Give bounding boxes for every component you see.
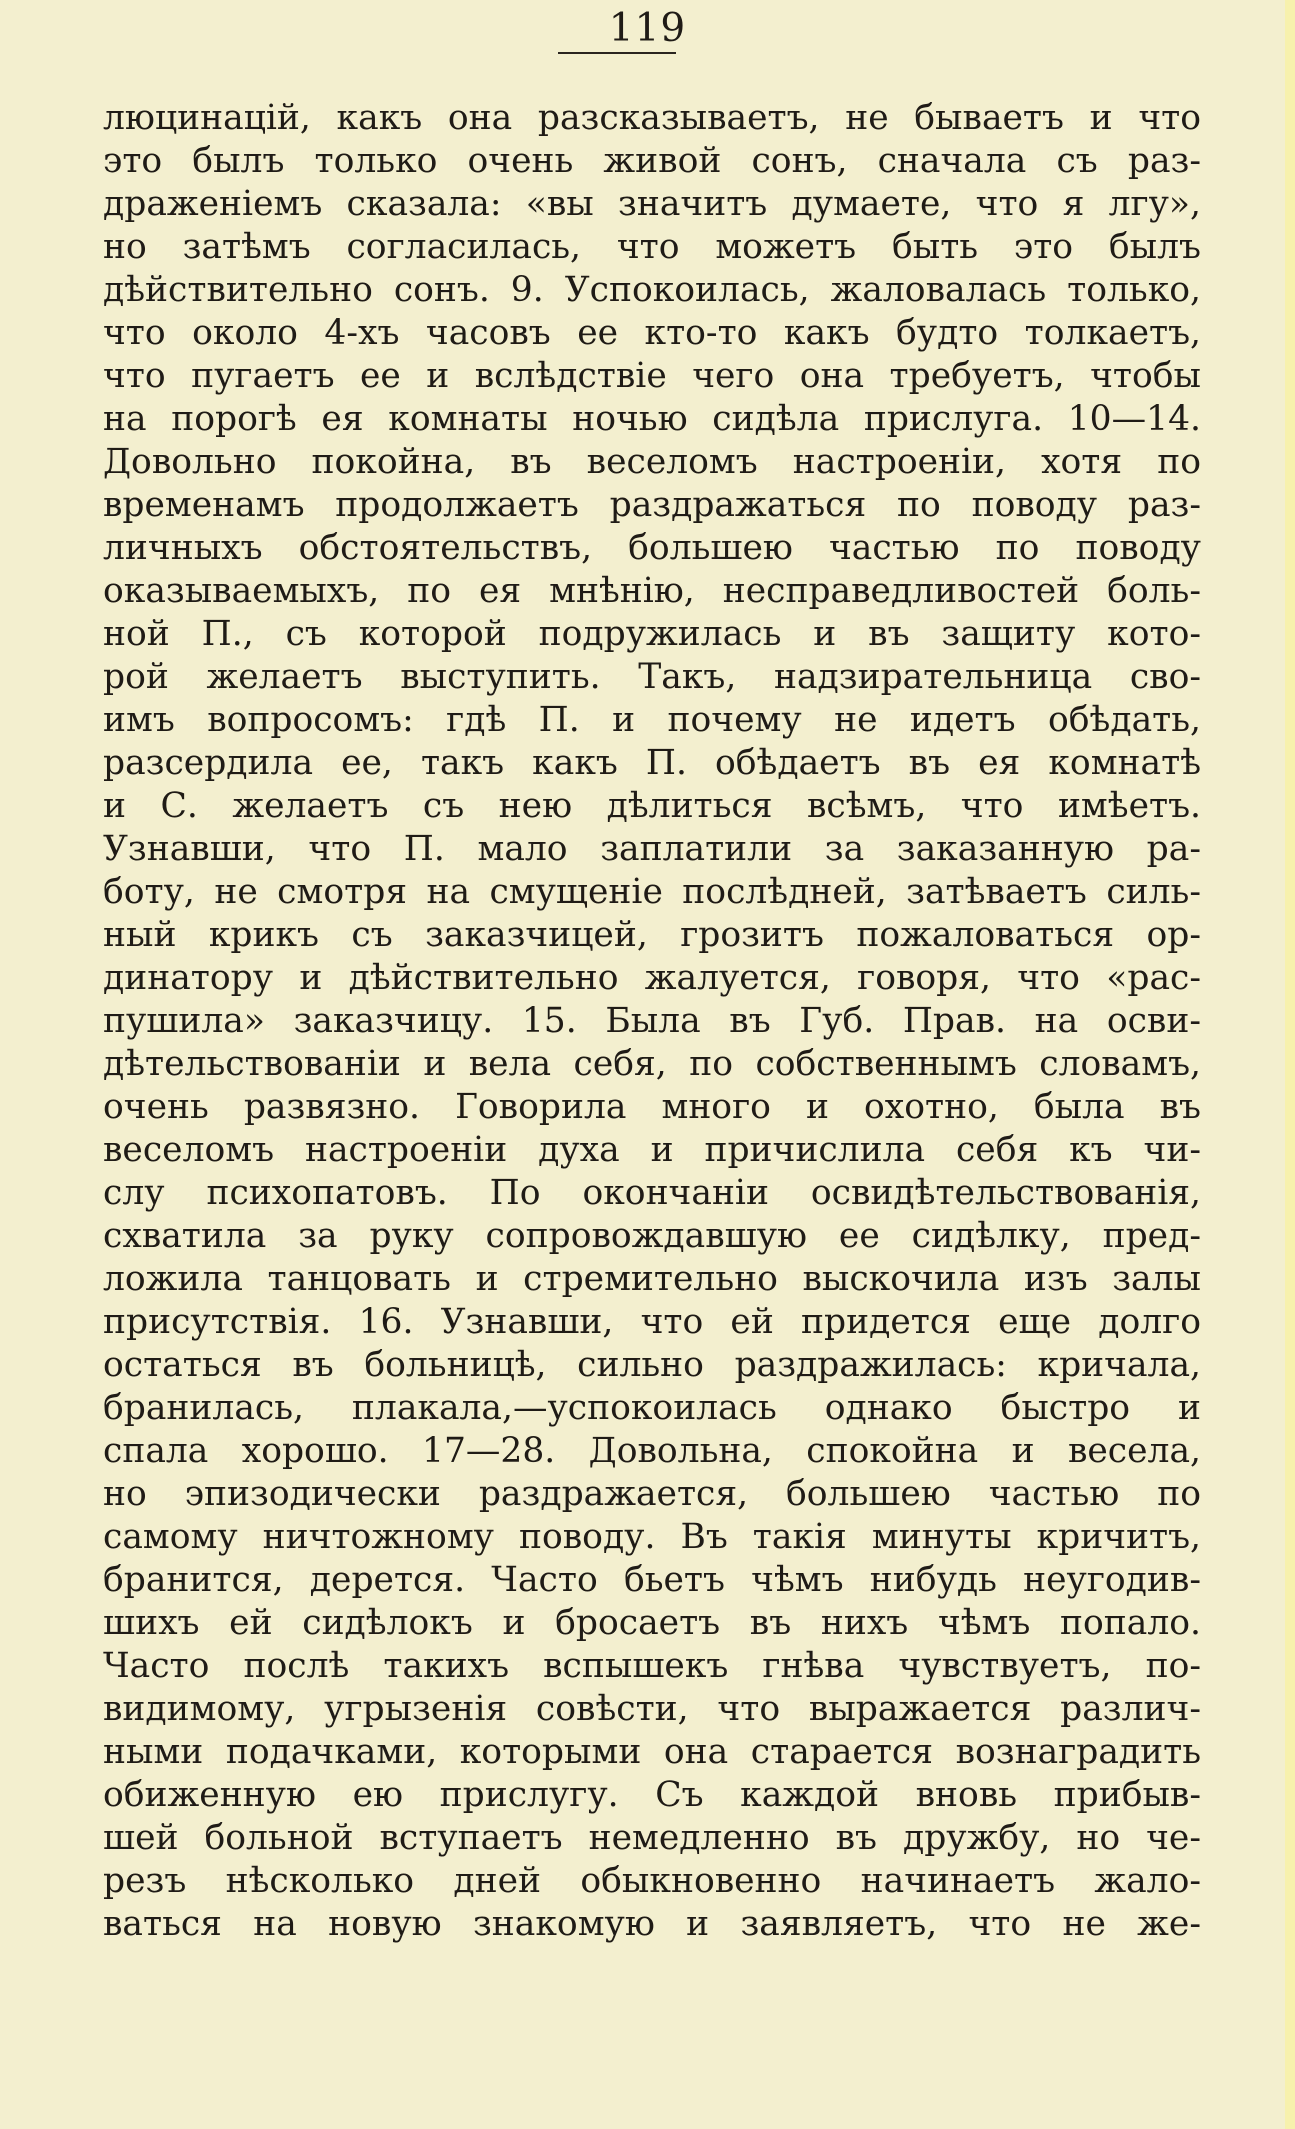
text-line: ными подачками, которыми она старается вознаградить: [103, 1732, 1201, 1772]
text-line: самому ничтожному поводу. Въ такія минуты кричитъ,: [103, 1517, 1201, 1557]
text-line: ваться на новую знакомую и заявляетъ, что не же-: [103, 1904, 1201, 1944]
text-line: это былъ только очень живой сонъ, сначала съ раз-: [103, 141, 1201, 181]
text-line: дѣтельствованіи и вела себя, по собственнымъ словамъ,: [103, 1044, 1201, 1084]
text-line: резъ нѣсколько дней обыкновенно начинаетъ жало-: [103, 1861, 1201, 1901]
text-line: Довольно покойна, въ веселомъ настроеніи, хотя по: [103, 442, 1201, 482]
text-line: остаться въ больницѣ, сильно раздражилась: кричала,: [103, 1345, 1201, 1385]
text-line: разсердила ее, такъ какъ П. обѣдаетъ въ ея комнатѣ: [103, 743, 1201, 783]
page-edge-shadow: [1285, 0, 1295, 2129]
text-line: дѣйствительно сонъ. 9. Успокоилась, жаловалась только,: [103, 270, 1201, 310]
text-line: что около 4-хъ часовъ ее кто-то какъ будто толкаетъ,: [103, 313, 1201, 353]
text-line: шей больной вступаетъ немедленно въ дружбу, но че-: [103, 1818, 1201, 1858]
text-line: ной П., съ которой подружилась и въ защиту кото-: [103, 614, 1201, 654]
text-line: схватила за руку сопровождавшую ее сидѣлку, пред-: [103, 1216, 1201, 1256]
text-line: люцинацій, какъ она разсказываетъ, не бываетъ и что: [103, 98, 1201, 138]
text-line: ложила танцовать и стремительно выскочила изъ залы: [103, 1259, 1201, 1299]
text-line: но эпизодически раздражается, большею частью по: [103, 1474, 1201, 1514]
text-line: что пугаетъ ее и вслѣдствіе чего она требуетъ, чтобы: [103, 356, 1201, 396]
text-line: веселомъ настроеніи духа и причислила себя къ чи-: [103, 1130, 1201, 1170]
text-line: очень развязно. Говорила много и охотно, была въ: [103, 1087, 1201, 1127]
text-line: видимому, угрызенія совѣсти, что выражается различ-: [103, 1689, 1201, 1729]
text-line: ный крикъ съ заказчицей, грозитъ пожаловаться ор-: [103, 915, 1201, 955]
text-line: но затѣмъ согласилась, что можетъ быть это былъ: [103, 227, 1201, 267]
text-line: оказываемыхъ, по ея мнѣнію, несправедливостей боль-: [103, 571, 1201, 611]
text-line: Часто послѣ такихъ вспышекъ гнѣва чувствуетъ, по-: [103, 1646, 1201, 1686]
text-line: личныхъ обстоятельствъ, большею частью по поводу: [103, 528, 1201, 568]
text-line: слу психопатовъ. По окончаніи освидѣтельствованія,: [103, 1173, 1201, 1213]
text-line: пушила» заказчицу. 15. Была въ Губ. Прав. на осви-: [103, 1001, 1201, 1041]
text-line: временамъ продолжаетъ раздражаться по поводу раз-: [103, 485, 1201, 525]
text-line: обиженную ею прислугу. Съ каждой вновь прибыв-: [103, 1775, 1201, 1815]
text-line: боту, не смотря на смущеніе послѣдней, затѣваетъ силь-: [103, 872, 1201, 912]
text-line: Узнавши, что П. мало заплатили за заказанную ра-: [103, 829, 1201, 869]
page-body-text: [103, 97, 1201, 1946]
header-rule: [558, 52, 676, 54]
text-line: шихъ ей сидѣлокъ и бросаетъ въ нихъ чѣмъ попало.: [103, 1603, 1201, 1643]
text-line: имъ вопросомъ: гдѣ П. и почему не идетъ обѣдать,: [103, 700, 1201, 740]
text-line: динатору и дѣйствительно жалуется, говоря, что «рас-: [103, 958, 1201, 998]
text-line: спала хорошо. 17—28. Довольна, спокойна и весела,: [103, 1431, 1201, 1471]
text-line: драженіемъ сказала: «вы значитъ думаете, что я лгу»,: [103, 184, 1201, 224]
text-line: бранится, дерется. Часто бьетъ чѣмъ нибудь неугодив-: [103, 1560, 1201, 1600]
page-number: 119: [608, 6, 687, 51]
text-line: бранилась, плакала,—успокоилась однако быстро и: [103, 1388, 1201, 1428]
text-line: рой желаетъ выступить. Такъ, надзирательница сво-: [103, 657, 1201, 697]
text-line: и С. желаетъ съ нею дѣлиться всѣмъ, что имѣетъ.: [103, 786, 1201, 826]
text-line: присутствія. 16. Узнавши, что ей придется еще долго: [103, 1302, 1201, 1342]
text-line: на порогѣ ея комнаты ночью сидѣла прислуга. 10—14.: [103, 399, 1201, 439]
